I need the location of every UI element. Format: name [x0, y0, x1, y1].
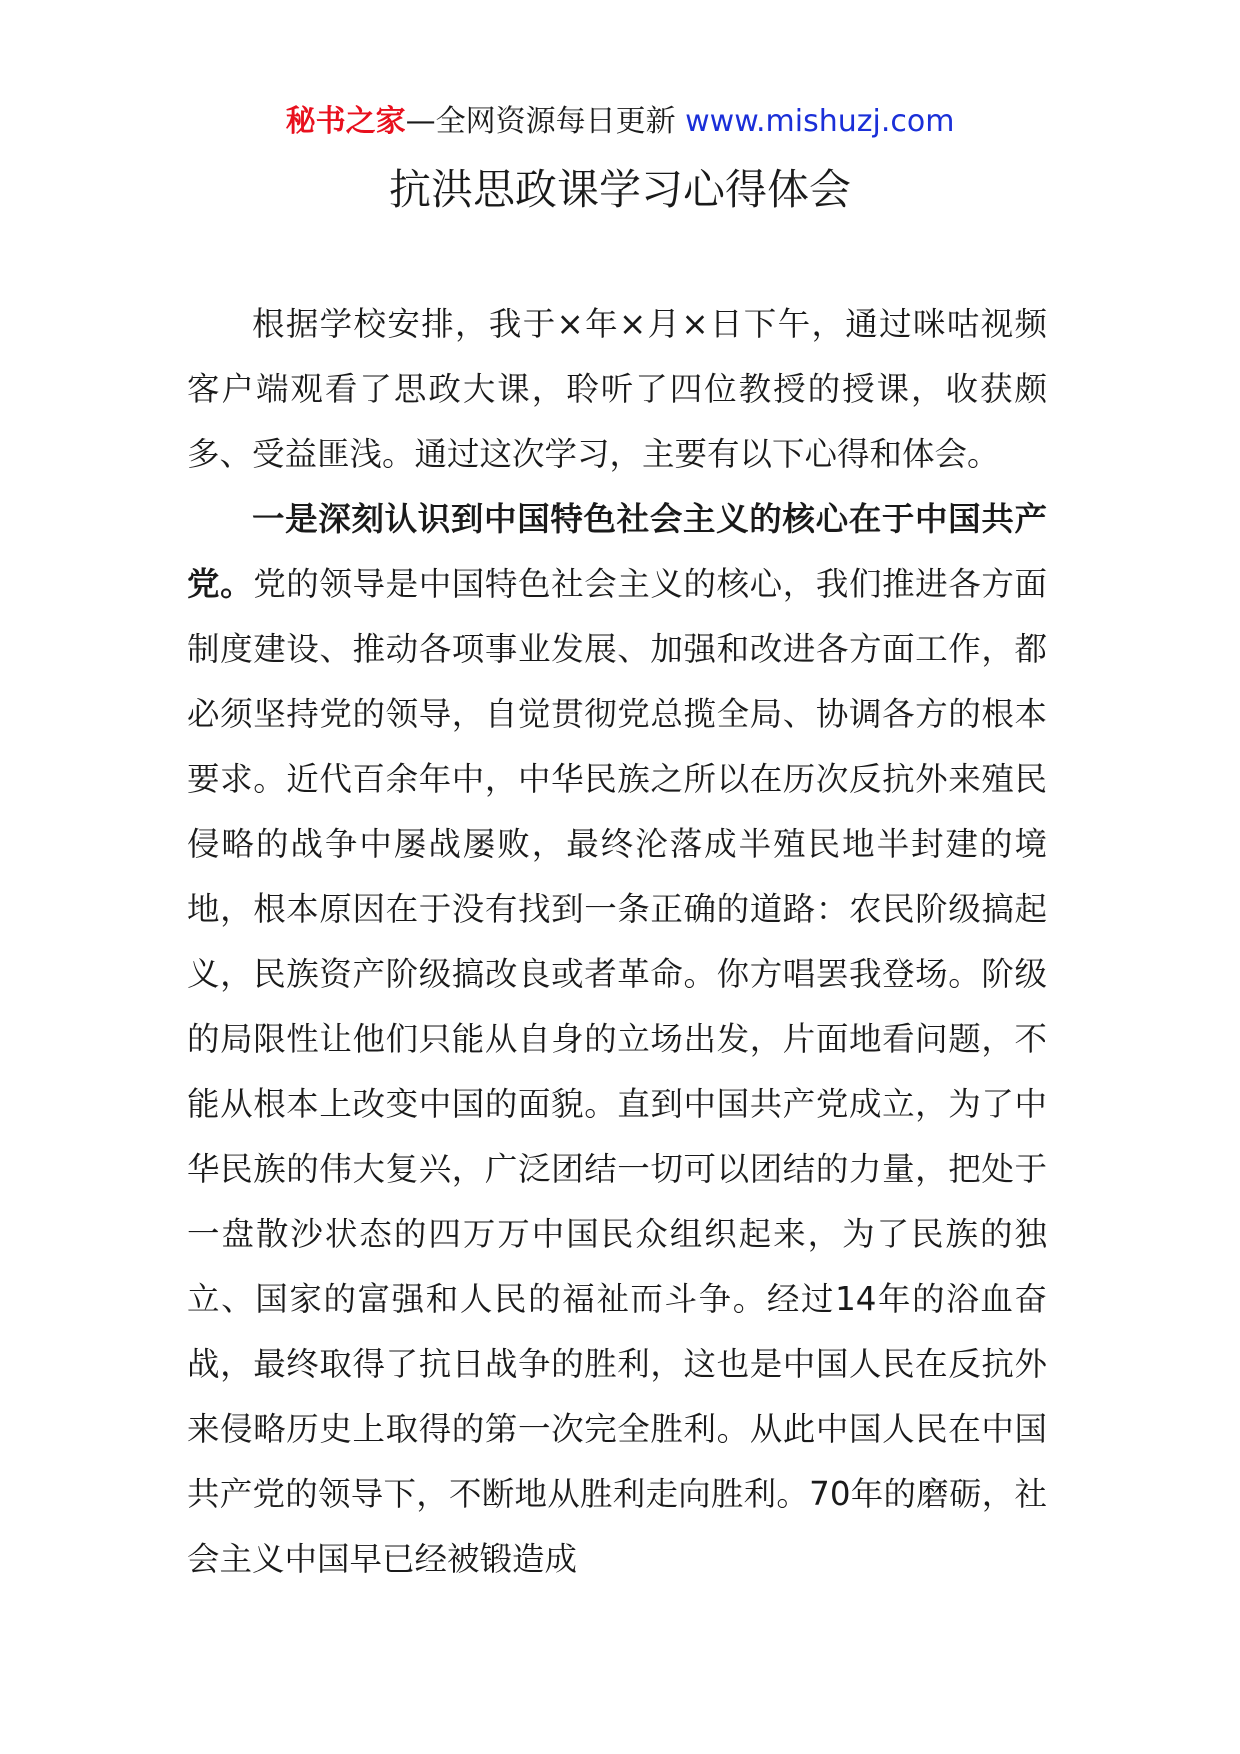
- paragraph-text: 根据学校安排，我于×年×月×日下午，通过咪咕视频客户端观看了思政大课，聆听了四位教授的授课，收获颇多、受益匪浅。通过这次学习，主要有以下心得和体会。: [187, 305, 1047, 473]
- site-slogan: —全网资源每日更新: [405, 104, 676, 139]
- site-url-link[interactable]: www.mishuzj.com: [685, 104, 955, 139]
- paragraph-intro: [187, 292, 1047, 487]
- paragraph-text: 党的领导是中国特色社会主义的核心，我们推进各方面制度建设、推动各项事业发展、加强和改进各方面工作，都必须坚持党的领导，自觉贯彻党总揽全局、协调各方的根本要求。近代百余年中，中华民族之所以在历次反抗外来殖民侵略的战争中屡战屡败，最终沦落成半殖民地半封建的境地，根本原因在于没有找到一条正确的道路：农民阶级搞起义，民族资产阶级搞改良或者革命。你方唱罢我登场。阶级的局限性让他们只能从自身的立场出发，片面地看问题，不能从根本上改变中国的面貌。直到中国共产党成立，为了中华民族的伟大复兴，广泛团结一切可以团结的力量，把处于一盘散沙状态的四万万中国民众组织起来，为了民族的独立、国家的富强和人民的福祉而斗争。经过14年的浴血奋战，最终取得了抗日战争的胜利，这也是中国人民在反抗外来侵略历史上取得的第一次完全胜利。从此中国人民在中国共产党的领导下，不断地从胜利走向胜利。70年的磨砺，社会主义中国早已经被锻造成: [187, 565, 1047, 1578]
- site-brand: 秘书之家: [285, 104, 406, 139]
- document-title: 抗洪思政课学习心得体会: [388, 165, 851, 214]
- site-header: [0, 102, 1240, 142]
- paragraph-lead-heading: 一是深刻认识到中国特色社会主义的核心在于中国共产党。: [187, 500, 1047, 603]
- paragraph-point-one: [187, 487, 1047, 1592]
- document-body: [187, 292, 1047, 1592]
